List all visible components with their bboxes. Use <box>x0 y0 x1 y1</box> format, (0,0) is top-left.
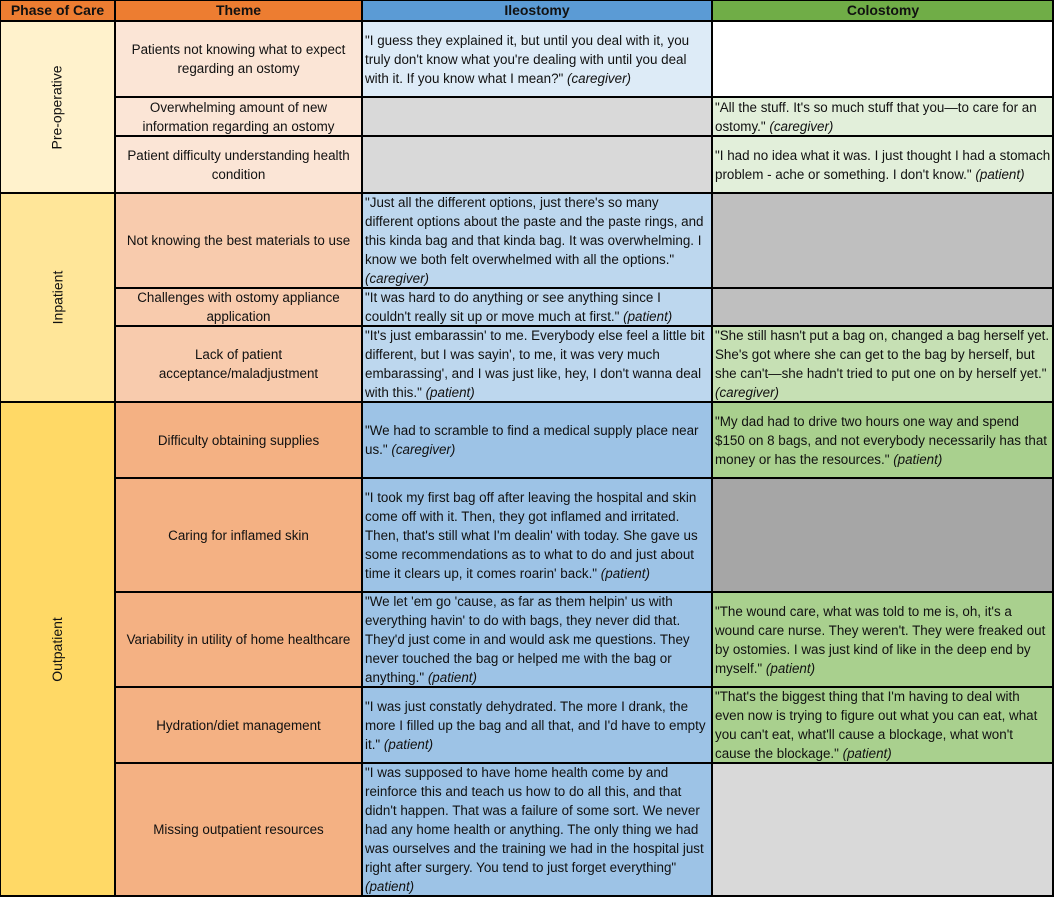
colostomy-quote: "She still hasn't put a bag on, changed a bag herself yet. She's got where she can get to the bag by herself, but she can't—she hadn't tried to put one on by herself yet." <box>715 328 1050 381</box>
colostomy-quote-cell <box>712 763 1054 896</box>
ileostomy-quote-cell <box>362 21 712 97</box>
column-divider <box>711 0 713 896</box>
phase-label: Inpatient <box>49 270 65 325</box>
header-colostomy <box>712 0 1054 21</box>
theme-label: Missing outpatient resources <box>153 822 324 837</box>
phase-label: Outpatient <box>48 616 65 682</box>
column-divider <box>361 0 363 896</box>
phase-cell <box>0 21 115 193</box>
ileostomy-quote-cell <box>362 288 712 326</box>
colostomy-quote: "All the stuff. It's so much stuff that you—to care for an ostomy." <box>715 99 1037 134</box>
ileostomy-quote-cell <box>362 136 712 193</box>
ileostomy-quote-cell <box>362 97 712 136</box>
ileostomy-quote: "It was hard to do anything or see anything since I couldn't really sit up or move much at first." <box>365 290 661 324</box>
ileostomy-quote-text <box>365 288 710 326</box>
theme-label: Lack of patient acceptance/maladjustment <box>158 347 319 381</box>
colostomy-quote-text <box>715 412 1052 469</box>
ileostomy-quote-cell <box>362 592 712 687</box>
ileostomy-source: (patient) <box>425 385 475 400</box>
row-divider <box>115 686 1054 688</box>
row-divider <box>115 762 1054 764</box>
ileostomy-source: (patient) <box>600 565 650 581</box>
header-ileostomy-label: Ileostomy <box>504 2 570 18</box>
theme-cell <box>115 326 362 402</box>
ileostomy-quote: "I was just constatly dehydrated. The more I drank, the more I filled up the bag and all that, and I'd have to empty it." <box>365 698 706 752</box>
ileostomy-quote-text <box>365 763 710 896</box>
colostomy-quote-cell <box>712 97 1054 136</box>
ileostomy-quote-text <box>365 421 710 459</box>
theme-label: Variability in utility of home healthcare <box>126 632 351 647</box>
row-divider <box>115 135 1054 137</box>
ileostomy-quote-text <box>365 697 710 754</box>
colostomy-quote-cell <box>712 326 1054 402</box>
colostomy-quote-cell <box>712 478 1054 592</box>
theme-cell <box>115 402 362 478</box>
ileostomy-quote: "Just all the different options, just there's so many different options about the paste and the paste rings, and this kinda bag and that kinda bag. It was overwhelming. I know we both felt overwhelmed with all the options." <box>365 195 704 267</box>
header-phase-of-care <box>0 0 115 21</box>
ileostomy-quote: "It's just embarassin' to me. Everybody else feel a little bit different, but I was sayin', to me, it was very much embarassing', and I was just like, hey, I don't wanna deal with this." <box>365 328 705 400</box>
colostomy-quote: "The wound care, what was told to me is, oh, it's a wound care nurse. They weren't. They were freaked out by ostomies. I was just kind of like in the deep end by myself." <box>715 603 1046 676</box>
ileostomy-quote: "I took my first bag off after leaving the hospital and skin come off with it. Then, they got inflamed and irritated. Then, that's still what I'm dealin' with today. She gave us some recommendations as to what to do and just about time it clears up, it comes roarin' back." <box>365 489 698 581</box>
row-divider <box>115 325 1054 327</box>
colostomy-quote: "That's the biggest thing that I'm having to deal with even now is trying to figure out what you can eat, what you can't eat, what'll cause a blockage, what won't cause the blockage." <box>715 689 1038 761</box>
theme-cell <box>115 193 362 288</box>
ileostomy-quote-cell <box>362 687 712 763</box>
phase-label: Pre-operative <box>48 64 65 150</box>
colostomy-quote-cell <box>712 136 1054 193</box>
ileostomy-quote-cell <box>362 478 712 592</box>
colostomy-quote: "My dad had to drive two hours one way and spend $150 on 8 bags, and not everybody necessarily has that money or has the resources." <box>715 413 1048 467</box>
theme-cell <box>115 592 362 687</box>
ileostomy-source: (caregiver) <box>567 70 631 86</box>
header-divider <box>0 20 1054 22</box>
ileostomy-quote-cell <box>362 402 712 478</box>
ileostomy-quote-cell <box>362 326 712 402</box>
theme-cell <box>115 478 362 592</box>
theme-cell <box>115 136 362 193</box>
colostomy-quote-text <box>715 326 1052 402</box>
theme-label: Caring for inflamed skin <box>168 527 309 543</box>
ileostomy-source: (patient) <box>383 736 434 752</box>
row-divider <box>115 96 1054 98</box>
colostomy-source: (patient) <box>842 746 892 761</box>
border-left <box>0 0 1 896</box>
theme-label: Patient difficulty understanding health condition <box>127 147 350 182</box>
column-divider <box>114 0 116 896</box>
ileostomy-quote: "I was supposed to have home health come by and reinforce this and teach us how to do all this, and that didn't happen. That was a failure of some sort. We never had any home health or anything. The only thing we had was ourselves and the training we had in the hospital just right after surgery. You tend to just forget everything" <box>365 765 704 875</box>
ileostomy-quote-cell <box>362 193 712 288</box>
theme-label: Hydration/diet management <box>156 717 321 733</box>
header-theme <box>115 0 362 21</box>
colostomy-quote-cell <box>712 193 1054 288</box>
ileostomy-quote: "We had to scramble to find a medical supply place near us." <box>365 423 699 457</box>
theme-cell <box>115 763 362 896</box>
colostomy-quote-text <box>715 602 1052 678</box>
ileostomy-source: (patient) <box>427 670 477 685</box>
colostomy-source: (caregiver) <box>769 118 834 134</box>
colostomy-source: (patient) <box>975 166 1025 182</box>
row-divider <box>115 287 1054 289</box>
colostomy-quote-text <box>715 146 1052 184</box>
ileostomy-source: (patient) <box>365 879 415 894</box>
header-colostomy-label: Colostomy <box>846 2 920 18</box>
ileostomy-source: (caregiver) <box>391 442 456 457</box>
header-ileostomy <box>362 0 712 21</box>
theme-label: Not knowing the best materials to use <box>126 233 351 248</box>
theme-label: Patients not knowing what to expect regarding an ostomy <box>131 42 346 76</box>
ileostomy-source: (caregiver) <box>365 271 429 286</box>
theme-cell <box>115 687 362 763</box>
colostomy-source: (caregiver) <box>715 385 779 400</box>
colostomy-quote-cell <box>712 687 1054 763</box>
row-divider <box>115 591 1054 593</box>
phase-cell <box>0 193 115 402</box>
ileostomy-quote: "We let 'em go 'cause, as far as them helpin' us with everything havin' to do with bags, they never did that. They'd just come in and would ask me questions. They never touched the bag or helped me with the bag or anything." <box>365 594 690 685</box>
colostomy-quote-text <box>715 687 1052 763</box>
ileostomy-quote: "I guess they explained it, but until you deal with it, you truly don't know what you're dealing with until you deal with it. If you know what I mean?" <box>365 32 690 86</box>
ileostomy-quote-text <box>365 31 710 88</box>
colostomy-quote-cell <box>712 288 1054 326</box>
phase-divider <box>0 895 1054 897</box>
colostomy-source: (patient) <box>765 660 816 676</box>
theme-cell <box>115 97 362 136</box>
border-top <box>0 0 1054 1</box>
theme-cell <box>115 288 362 326</box>
colostomy-quote-cell <box>712 592 1054 687</box>
ileostomy-quote-text <box>365 592 710 687</box>
colostomy-quote-cell <box>712 21 1054 97</box>
ileostomy-quote-text <box>365 193 710 288</box>
ileostomy-source: (patient) <box>623 309 673 324</box>
theme-label: Overwhelming amount of new information regarding an ostomy <box>142 99 335 134</box>
ileostomy-quote-text <box>365 488 710 583</box>
ileostomy-quote-cell <box>362 763 712 896</box>
theme-label: Difficulty obtaining supplies <box>157 432 320 448</box>
header-theme-label: Theme <box>215 2 262 18</box>
colostomy-quote-cell <box>712 402 1054 478</box>
phase-cell <box>0 402 115 896</box>
colostomy-quote: "I had no idea what it was. I just thought I had a stomach problem - ache or something. I don't know." <box>715 147 1051 182</box>
ileostomy-quote-text <box>365 326 710 402</box>
header-phase-of-care-label: Phase of Care <box>10 2 105 18</box>
colostomy-source: (patient) <box>893 451 943 467</box>
phase-divider <box>0 401 1054 403</box>
theme-cell <box>115 21 362 97</box>
theme-label: Challenges with ostomy appliance application <box>137 290 340 324</box>
colostomy-quote-text <box>715 98 1052 136</box>
phase-divider <box>0 192 1054 194</box>
row-divider <box>115 477 1054 479</box>
